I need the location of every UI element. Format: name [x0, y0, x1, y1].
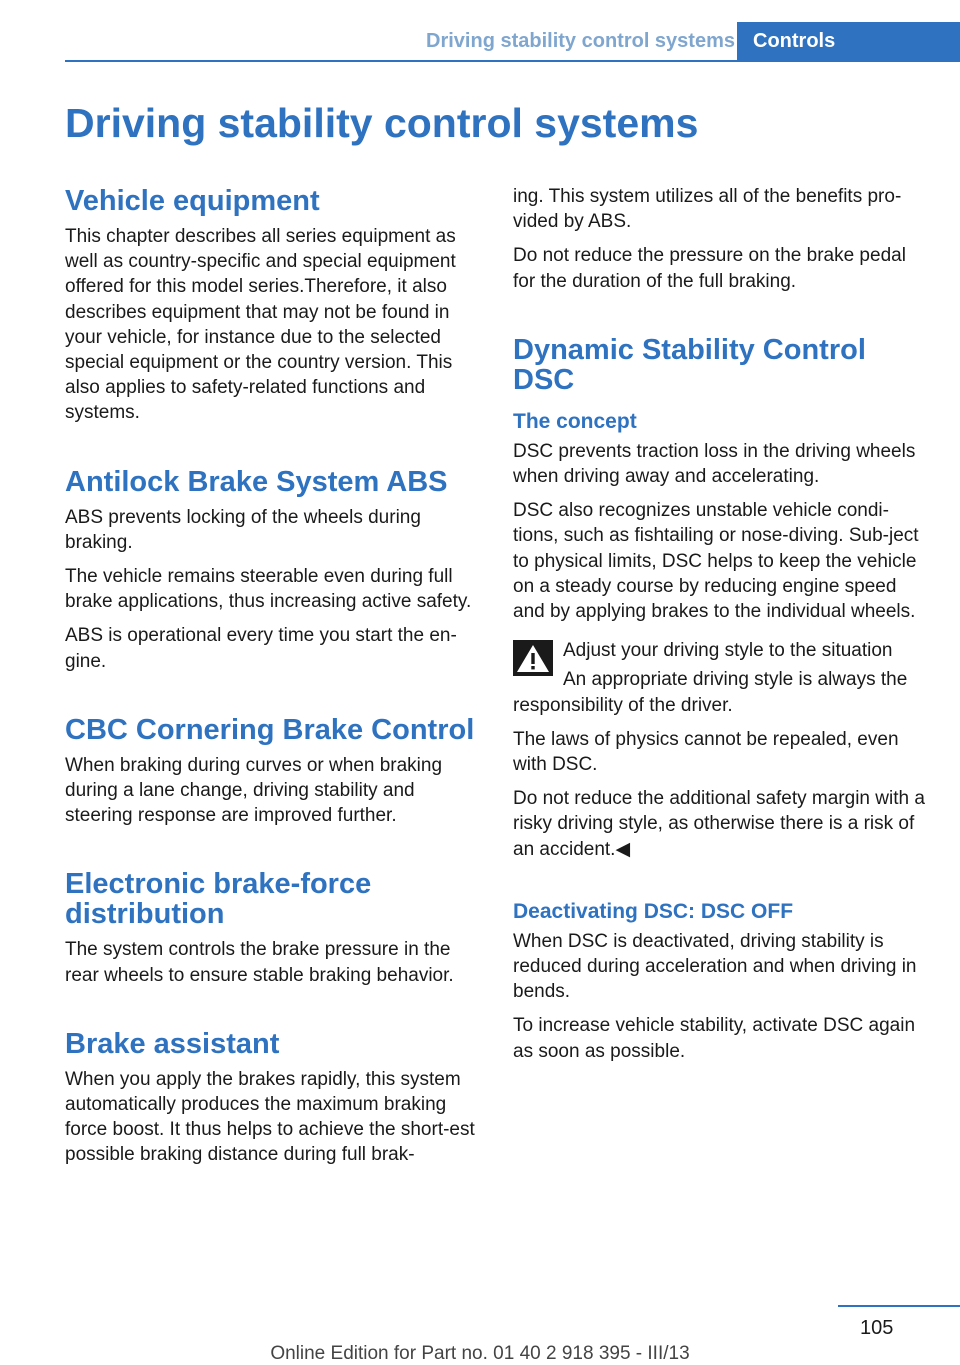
abs-heading: Antilock Brake System ABS	[65, 465, 448, 498]
dsc-text-1: DSC prevents traction loss in the driving wheels when driving away and accelerating.	[513, 440, 916, 488]
header-section-title: Driving stability control systems	[426, 30, 735, 52]
cbc-text: When braking during curves or when braking during a lane change, driving stability and steering response are improved further.	[65, 754, 443, 827]
brake-assistant-heading: Brake assistant	[65, 1027, 280, 1060]
footer-edition: Online Edition for Part no. 01 40 2 918 395 - III/13	[270, 1343, 690, 1364]
deactivate-dsc-heading: Deactivating DSC: DSC OFF	[513, 899, 794, 923]
cbc-heading: CBC Cornering Brake Control	[65, 713, 475, 746]
abs-text-3: ABS is operational every time you start the en‐gine.	[65, 625, 457, 672]
dsc-text-3: When DSC is deactivated, driving stability is reduced during acceleration and when driving in bends.	[513, 930, 917, 1003]
footer-rule	[838, 1305, 960, 1307]
warning-text-3: Do not reduce the additional safety margin with a risky driving style, as otherwise there is a risk of an accident.◀	[513, 788, 925, 860]
warning-block	[513, 638, 931, 663]
right-column	[513, 184, 931, 1073]
header-rule	[65, 60, 737, 62]
page-number: 105	[860, 1317, 894, 1339]
header-chapter-tab: Controls	[737, 22, 960, 62]
dsc-text-2: DSC also recognizes unstable vehicle condi‐tions, such as fishtailing or nose-diving. Sub‐ject to physical limits, DSC helps to keep the vehicle on a steady course by reducing engine speed and by applying brakes to the individual wheels.	[513, 500, 919, 623]
ebd-heading: Electronic brake-force distribution	[65, 868, 372, 931]
warning-text-2: The laws of physics cannot be repealed, even with DSC.	[513, 728, 899, 776]
brake-assistant-text-cont-2: Do not reduce the pressure on the brake pedal for the duration of the full braking.	[513, 245, 906, 292]
left-column	[65, 180, 483, 1177]
vehicle-equipment-text: This chapter describes all series equipment as well as country-specific and special equipment offered for this model series.Therefore, it also describes equipment that may not be found in your vehicle, for instance due to the selected special equipment or the country version. This also applies to safety-related functions and systems.	[65, 226, 456, 424]
ebd-text: The system controls the brake pressure in the rear wheels to ensure stable braking behavior.	[65, 939, 454, 986]
warning-triangle-icon	[513, 640, 553, 676]
dsc-heading: Dynamic Stability Control DSC	[513, 333, 866, 396]
warning-text-1: An appropriate driving style is always the responsibility of the driver.	[513, 669, 908, 716]
brake-assistant-text-cont-1: ing. This system utilizes all of the benefits pro‐vided by ABS.	[513, 186, 902, 233]
vehicle-equipment-heading: Vehicle equipment	[65, 185, 320, 217]
page-header	[0, 0, 960, 62]
warning-title: Adjust your driving style to the situation	[563, 640, 893, 662]
dsc-text-4: To increase vehicle stability, activate DSC again as soon as possible.	[513, 1015, 916, 1062]
dsc-concept-heading: The concept	[513, 409, 637, 433]
abs-text-1: ABS prevents locking of the wheels during braking.	[65, 506, 421, 553]
page-title: Driving stability control systems	[65, 100, 699, 146]
brake-assistant-text: When you apply the brakes rapidly, this system automatically produces the maximum braking force boost. It thus helps to achieve the short‐est possible braking distance during full brak‐	[65, 1068, 475, 1166]
abs-text-2: The vehicle remains steerable even during full brake applications, thus increasing active safety.	[65, 566, 472, 613]
